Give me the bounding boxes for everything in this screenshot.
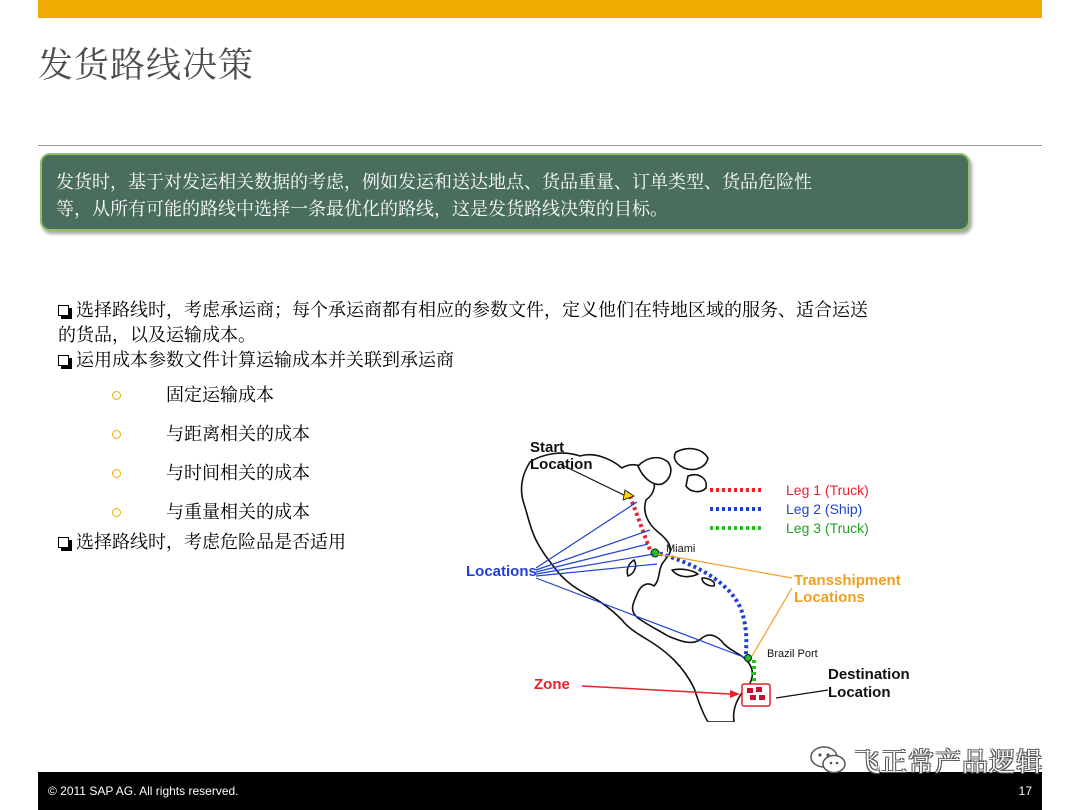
transshipment-label-1: Transshipment	[794, 572, 901, 589]
bullet-dangerous-goods-text: 选择路线时，考虑危险品是否适用	[76, 532, 346, 553]
top-accent-bar	[38, 0, 1042, 18]
bullet-cost-profile-text: 运用成本参数文件计算运输成本并关联到承运商	[76, 350, 454, 371]
route-map-diagram	[462, 432, 922, 722]
page-title: 发货路线决策	[38, 46, 255, 86]
transshipment-label-2: Locations	[794, 589, 865, 606]
destination-label-2: Location	[828, 684, 891, 701]
title-divider	[38, 145, 1042, 146]
destination-label-1: Destination	[828, 666, 910, 683]
miami-marker	[651, 549, 659, 557]
bullet-carrier-line-1: 选择路线时，考虑承运商；每个承运商都有相应的参数文件，定义他们在特地区域的服务、适合运送	[76, 300, 868, 321]
start-location-label-2: Location	[530, 456, 593, 473]
page-number: 17	[1018, 784, 1032, 798]
start-location-label-1: Start	[530, 439, 565, 456]
legend-leg-1-label: Leg 1 (Truck)	[786, 482, 869, 498]
circle-bullet-icon	[112, 508, 121, 517]
bullet-cost-profile	[58, 348, 1018, 373]
intro-line-2: 等，从所有可能的路线中选择一条最优化的路线，这是发货路线决策的目标。	[56, 199, 668, 220]
destination-zone-box	[742, 684, 770, 706]
route-legend	[710, 482, 869, 536]
watermark	[808, 742, 1043, 778]
checkbox-bullet-icon	[58, 537, 69, 548]
brazil-port-label: Brazil Port	[767, 648, 818, 660]
legend-leg-3-label: Leg 3 (Truck)	[786, 520, 869, 536]
intro-line-1: 发货时，基于对发运相关数据的考虑，例如发运和送达地点、货品重量、订单类型、货品危险性	[56, 172, 812, 193]
intro-callout	[40, 153, 970, 231]
zone-label: Zone	[534, 676, 570, 693]
miami-label: Miami	[666, 543, 696, 555]
destination-pointer-line	[776, 690, 828, 698]
circle-bullet-icon	[112, 430, 121, 439]
wechat-logo-icon	[808, 742, 848, 778]
bullet-dangerous-goods	[58, 530, 346, 555]
circle-bullet-icon	[112, 391, 121, 400]
watermark-text: 飞正常产品逻辑	[854, 747, 1044, 778]
circle-bullet-icon	[112, 469, 121, 478]
locations-label: Locations	[466, 563, 537, 580]
legend-leg-2-label: Leg 2 (Ship)	[786, 501, 863, 517]
checkbox-bullet-icon	[58, 305, 69, 316]
bullet-carrier	[58, 298, 1018, 323]
copyright-text: © 2011 SAP AG. All rights reserved.	[48, 784, 239, 798]
bullet-carrier-line-2: 的货品，以及运输成本。	[58, 325, 256, 346]
bullet-list	[58, 298, 1018, 373]
route-map-svg	[462, 432, 922, 722]
checkbox-bullet-icon	[58, 355, 69, 366]
